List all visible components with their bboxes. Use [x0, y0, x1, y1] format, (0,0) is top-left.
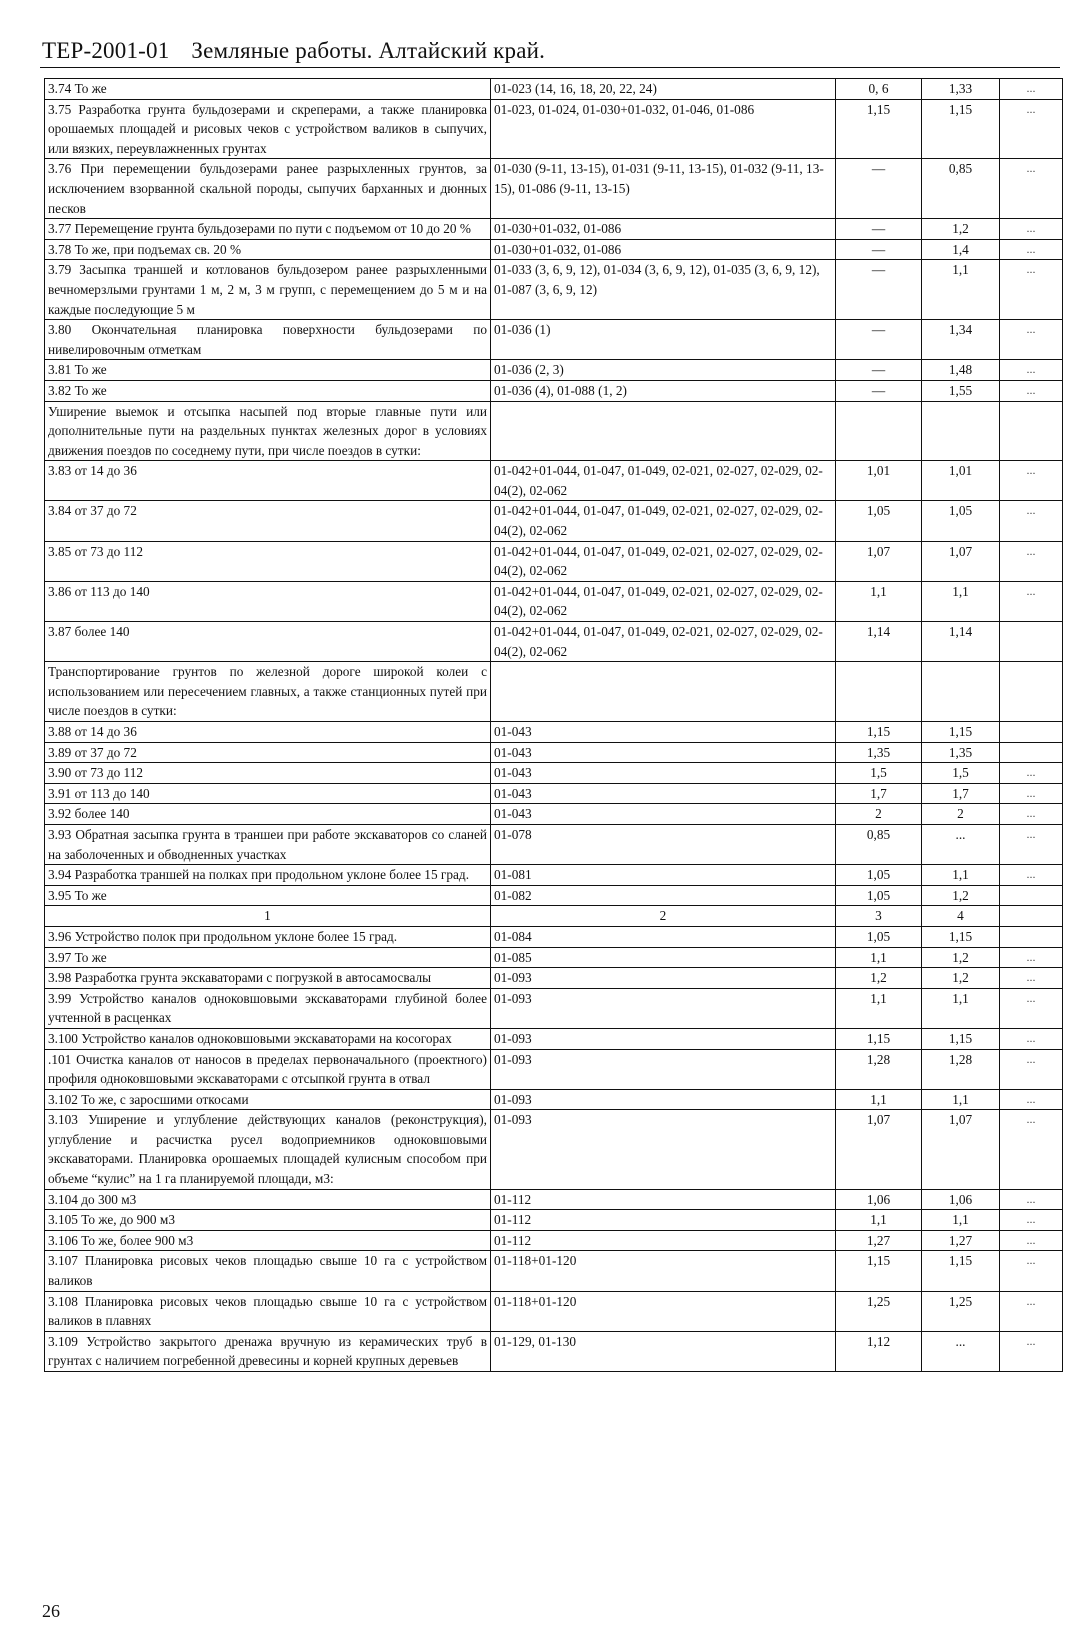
table-row [45, 622, 1063, 662]
row-extra-mark: ... [1000, 1251, 1063, 1291]
row-extra-mark: ... [1000, 360, 1063, 381]
table-row [45, 239, 1063, 260]
row-coefficient-1: 1,12 [836, 1331, 922, 1371]
column-number: 2 [491, 906, 836, 927]
row-coefficient-1: 1,7 [836, 783, 922, 804]
row-extra-mark: ... [1000, 260, 1063, 320]
row-coefficient-2: 1,25 [922, 1291, 1000, 1331]
row-price-codes: 01-093 [491, 1110, 836, 1189]
table-row [45, 79, 1063, 100]
row-price-codes [491, 662, 836, 722]
row-description: 3.76 При перемещении бульдозерами ранее разрыхленных грунтов, за исключением взорванной скальной породы, сыпучих барханных и дюнных песков [45, 159, 491, 219]
row-coefficient-2: 1,48 [922, 360, 1000, 381]
row-coefficient-1: 0,85 [836, 824, 922, 864]
table-row [45, 926, 1063, 947]
table-row [45, 885, 1063, 906]
row-coefficient-2: 1,07 [922, 1110, 1000, 1189]
row-description: 3.108 Планировка рисовых чеков площадью свыше 10 га с устройством валиков в плавнях [45, 1291, 491, 1331]
row-extra-mark: ... [1000, 219, 1063, 240]
row-extra-mark: ... [1000, 1291, 1063, 1331]
row-extra-mark: ... [1000, 947, 1063, 968]
row-price-codes: 01-030+01-032, 01-086 [491, 219, 836, 240]
row-description: Уширение выемок и отсыпка насыпей под вторые главные пути или дополнительные пути на раздельных пунктах железных дорог в условиях движения поездов по соседнему пути, при числе поездов в сутки: [45, 401, 491, 461]
table-row [45, 763, 1063, 784]
row-description: 3.75 Разработка грунта бульдозерами и скреперами, а также планировка орошаемых площадей и рисовых чеков с устройством валиков в сыпучих, или вязких, переувлажненных грунтах [45, 99, 491, 159]
row-description: 3.93 Обратная засыпка грунта в траншеи при работе экскаваторов со сланей на заболоченных и обводненных участках [45, 824, 491, 864]
row-description: 3.107 Планировка рисовых чеков площадью свыше 10 га с устройством валиков [45, 1251, 491, 1291]
row-coefficient-1: 1,15 [836, 1028, 922, 1049]
table-row [45, 783, 1063, 804]
row-extra-mark: ... [1000, 1210, 1063, 1231]
row-coefficient-2: 1,2 [922, 219, 1000, 240]
row-description: 3.94 Разработка траншей на полках при продольном уклоне более 15 град. [45, 865, 491, 886]
column-number: 4 [922, 906, 1000, 927]
row-price-codes: 01-042+01-044, 01-047, 01-049, 02-021, 02-027, 02-029, 02-04(2), 02-062 [491, 622, 836, 662]
row-coefficient-2: 1,28 [922, 1049, 1000, 1089]
row-extra-mark: ... [1000, 1028, 1063, 1049]
row-description: 3.88 от 14 до 36 [45, 722, 491, 743]
table-row [45, 99, 1063, 159]
row-price-codes: 01-093 [491, 1049, 836, 1089]
row-extra-mark: ... [1000, 1049, 1063, 1089]
row-coefficient-2: 1,1 [922, 865, 1000, 886]
row-coefficient-1: 1,1 [836, 947, 922, 968]
row-coefficient-2: 1,15 [922, 1251, 1000, 1291]
row-coefficient-1: 1,28 [836, 1049, 922, 1089]
column-number: 1 [45, 906, 491, 927]
row-coefficient-2: 1,1 [922, 581, 1000, 621]
row-extra-mark [1000, 401, 1063, 461]
row-coefficient-1: 1,07 [836, 541, 922, 581]
row-price-codes [491, 401, 836, 461]
row-coefficient-2: 1,5 [922, 763, 1000, 784]
row-coefficient-1: 1,15 [836, 722, 922, 743]
row-coefficient-2: 1,06 [922, 1189, 1000, 1210]
row-price-codes: 01-112 [491, 1210, 836, 1231]
row-price-codes: 01-036 (1) [491, 320, 836, 360]
row-extra-mark: ... [1000, 320, 1063, 360]
row-description: 3.82 То же [45, 380, 491, 401]
row-coefficient-1: — [836, 159, 922, 219]
row-extra-mark: ... [1000, 461, 1063, 501]
row-coefficient-1: 1,07 [836, 1110, 922, 1189]
table-row [45, 260, 1063, 320]
table-row [45, 865, 1063, 886]
row-price-codes: 01-043 [491, 783, 836, 804]
row-coefficient-2: 0,85 [922, 159, 1000, 219]
column-number-empty [1000, 906, 1063, 927]
column-number: 3 [836, 906, 922, 927]
row-price-codes: 01-093 [491, 968, 836, 989]
row-coefficient-2: 1,1 [922, 988, 1000, 1028]
row-extra-mark: ... [1000, 239, 1063, 260]
row-coefficient-1: 1,1 [836, 1089, 922, 1110]
row-description: 3.109 Устройство закрытого дренажа вручную из керамических труб в грунтах с наличием погребенной древесины и корней крупных деревьев [45, 1331, 491, 1371]
row-price-codes: 01-085 [491, 947, 836, 968]
row-description: 3.84 от 37 до 72 [45, 501, 491, 541]
table-row [45, 1089, 1063, 1110]
row-description: 3.89 от 37 до 72 [45, 742, 491, 763]
row-extra-mark [1000, 885, 1063, 906]
row-price-codes: 01-043 [491, 722, 836, 743]
row-price-codes: 01-118+01-120 [491, 1291, 836, 1331]
row-coefficient-2: ... [922, 824, 1000, 864]
row-coefficient-2: 1,33 [922, 79, 1000, 100]
table-row [45, 1049, 1063, 1089]
row-price-codes: 01-084 [491, 926, 836, 947]
row-description: 3.83 от 14 до 36 [45, 461, 491, 501]
row-coefficient-1: 1,15 [836, 99, 922, 159]
row-extra-mark [1000, 742, 1063, 763]
row-description: 3.81 То же [45, 360, 491, 381]
row-coefficient-1: 1,25 [836, 1291, 922, 1331]
table-row [45, 1291, 1063, 1331]
row-coefficient-2: ... [922, 1331, 1000, 1371]
row-description: 3.78 То же, при подъемах св. 20 % [45, 239, 491, 260]
table-row [45, 824, 1063, 864]
table-row [45, 968, 1063, 989]
row-description: 3.96 Устройство полок при продольном уклоне более 15 град. [45, 926, 491, 947]
header-rule [40, 67, 1060, 68]
row-coefficient-2: 1,4 [922, 239, 1000, 260]
row-coefficient-2: 1,15 [922, 99, 1000, 159]
row-coefficient-2: 1,2 [922, 947, 1000, 968]
row-extra-mark: ... [1000, 1110, 1063, 1189]
row-coefficient-2: 1,2 [922, 885, 1000, 906]
row-description: 3.97 То же [45, 947, 491, 968]
row-coefficient-2: 1,1 [922, 1089, 1000, 1110]
row-price-codes: 01-093 [491, 1089, 836, 1110]
row-price-codes: 01-030+01-032, 01-086 [491, 239, 836, 260]
row-coefficient-1: 1,06 [836, 1189, 922, 1210]
row-price-codes: 01-030 (9-11, 13-15), 01-031 (9-11, 13-15), 01-032 (9-11, 13-15), 01-086 (9-11, 13-15) [491, 159, 836, 219]
row-coefficient-2: 1,05 [922, 501, 1000, 541]
row-description: .101 Очистка каналов от наносов в пределах первоначального (проектного) профиля одноковшовыми экскаваторами с отсыпкой грунта в отвал [45, 1049, 491, 1089]
row-extra-mark: ... [1000, 99, 1063, 159]
row-price-codes: 01-118+01-120 [491, 1251, 836, 1291]
row-description: 3.106 То же, более 900 м3 [45, 1230, 491, 1251]
row-description: 3.100 Устройство каналов одноковшовыми экскаваторами на косогорах [45, 1028, 491, 1049]
row-coefficient-2 [922, 401, 1000, 461]
row-description: 3.91 от 113 до 140 [45, 783, 491, 804]
row-coefficient-1: 1,05 [836, 926, 922, 947]
coefficients-table [44, 78, 1063, 1372]
row-description: 3.103 Уширение и углубление действующих каналов (реконструкция), углубление и расчистка русел водоприемников одноковшовыми экскаваторами. Планировка орошаемых площадей кулисным способом при объеме “кулис” на 1 га планируемой площади, м3: [45, 1110, 491, 1189]
row-coefficient-1: 1,1 [836, 988, 922, 1028]
row-coefficient-2: 1,1 [922, 1210, 1000, 1231]
document-title: Земляные работы. Алтайский край. [191, 38, 546, 63]
table-row [45, 1028, 1063, 1049]
table-row [45, 541, 1063, 581]
row-coefficient-1: 1,01 [836, 461, 922, 501]
row-price-codes: 01-078 [491, 824, 836, 864]
row-coefficient-2: 1,2 [922, 968, 1000, 989]
row-description: Транспортирование грунтов по железной дороге широкой колеи с использованием или пересечением главных, а также станционных путей при числе поездов в сутки: [45, 662, 491, 722]
row-price-codes: 01-093 [491, 1028, 836, 1049]
table-row [45, 988, 1063, 1028]
table-row [45, 501, 1063, 541]
table-row [45, 401, 1063, 461]
table-row [45, 804, 1063, 825]
row-extra-mark [1000, 926, 1063, 947]
row-price-codes: 01-081 [491, 865, 836, 886]
row-coefficient-2: 1,35 [922, 742, 1000, 763]
row-coefficient-2: 1,07 [922, 541, 1000, 581]
row-coefficient-2: 1,15 [922, 722, 1000, 743]
table-row [45, 320, 1063, 360]
row-price-codes: 01-043 [491, 804, 836, 825]
row-coefficient-2: 1,15 [922, 1028, 1000, 1049]
row-coefficient-1: — [836, 219, 922, 240]
document-code: ТЕР-2001-01 [42, 38, 170, 63]
row-extra-mark [1000, 662, 1063, 722]
row-coefficient-2: 1,55 [922, 380, 1000, 401]
row-coefficient-2: 1,7 [922, 783, 1000, 804]
row-coefficient-1 [836, 662, 922, 722]
row-extra-mark: ... [1000, 763, 1063, 784]
row-price-codes: 01-093 [491, 988, 836, 1028]
table-row [45, 159, 1063, 219]
table-row [45, 1189, 1063, 1210]
row-coefficient-2: 1,1 [922, 260, 1000, 320]
row-coefficient-1: — [836, 320, 922, 360]
row-coefficient-1: — [836, 360, 922, 381]
row-description: 3.74 То же [45, 79, 491, 100]
row-price-codes: 01-042+01-044, 01-047, 01-049, 02-021, 02-027, 02-029, 02-04(2), 02-062 [491, 501, 836, 541]
table-row [45, 1110, 1063, 1189]
row-description: 3.98 Разработка грунта экскаваторами с погрузкой в автосамосвалы [45, 968, 491, 989]
row-extra-mark: ... [1000, 804, 1063, 825]
row-coefficient-1: 1,05 [836, 865, 922, 886]
row-description: 3.99 Устройство каналов одноковшовыми экскаваторами глубиной более учтенной в расценках [45, 988, 491, 1028]
row-coefficient-1: 1,15 [836, 1251, 922, 1291]
row-extra-mark: ... [1000, 968, 1063, 989]
row-coefficient-1: 1,27 [836, 1230, 922, 1251]
table-row [45, 947, 1063, 968]
row-extra-mark: ... [1000, 501, 1063, 541]
row-coefficient-1: 1,35 [836, 742, 922, 763]
row-coefficient-1: 1,1 [836, 581, 922, 621]
row-price-codes: 01-042+01-044, 01-047, 01-049, 02-021, 02-027, 02-029, 02-04(2), 02-062 [491, 461, 836, 501]
table-row [45, 662, 1063, 722]
row-description: 3.104 до 300 м3 [45, 1189, 491, 1210]
row-extra-mark: ... [1000, 1189, 1063, 1210]
row-price-codes: 01-042+01-044, 01-047, 01-049, 02-021, 02-027, 02-029, 02-04(2), 02-062 [491, 581, 836, 621]
row-extra-mark [1000, 722, 1063, 743]
row-extra-mark [1000, 622, 1063, 662]
row-description: 3.105 То же, до 900 м3 [45, 1210, 491, 1231]
table-row [45, 1331, 1063, 1371]
row-coefficient-1: 1,14 [836, 622, 922, 662]
row-extra-mark: ... [1000, 541, 1063, 581]
row-extra-mark: ... [1000, 988, 1063, 1028]
row-price-codes: 01-112 [491, 1189, 836, 1210]
row-coefficient-2: 2 [922, 804, 1000, 825]
row-coefficient-2 [922, 662, 1000, 722]
row-coefficient-2: 1,27 [922, 1230, 1000, 1251]
table-row [45, 461, 1063, 501]
page-header [42, 38, 545, 64]
row-coefficient-2: 1,14 [922, 622, 1000, 662]
row-extra-mark: ... [1000, 783, 1063, 804]
row-description: 3.79 Засыпка траншей и котлованов бульдозером ранее разрыхленными вечномерзлыми грунтами 1 м, 2 м, 3 м групп, с перемещением до 5 м и на каждые последующие 5 м [45, 260, 491, 320]
table-row [45, 722, 1063, 743]
row-coefficient-1: 1,2 [836, 968, 922, 989]
row-price-codes: 01-036 (4), 01-088 (1, 2) [491, 380, 836, 401]
row-coefficient-1: 1,5 [836, 763, 922, 784]
table-row [45, 360, 1063, 381]
row-extra-mark: ... [1000, 824, 1063, 864]
row-coefficient-1: 1,05 [836, 501, 922, 541]
row-coefficient-2: 1,01 [922, 461, 1000, 501]
row-description: 3.92 более 140 [45, 804, 491, 825]
row-description: 3.86 от 113 до 140 [45, 581, 491, 621]
row-coefficient-1: — [836, 239, 922, 260]
row-description: 3.80 Окончательная планировка поверхности бульдозерами по нивелировочным отметкам [45, 320, 491, 360]
row-price-codes: 01-042+01-044, 01-047, 01-049, 02-021, 02-027, 02-029, 02-04(2), 02-062 [491, 541, 836, 581]
row-coefficient-1: — [836, 260, 922, 320]
row-coefficient-1: 2 [836, 804, 922, 825]
row-extra-mark: ... [1000, 1331, 1063, 1371]
row-price-codes: 01-082 [491, 885, 836, 906]
row-price-codes: 01-023 (14, 16, 18, 20, 22, 24) [491, 79, 836, 100]
row-price-codes: 01-129, 01-130 [491, 1331, 836, 1371]
table-row [45, 1230, 1063, 1251]
row-coefficient-2: 1,15 [922, 926, 1000, 947]
row-extra-mark: ... [1000, 581, 1063, 621]
row-coefficient-1: 1,1 [836, 1210, 922, 1231]
row-extra-mark: ... [1000, 1230, 1063, 1251]
row-price-codes: 01-043 [491, 742, 836, 763]
row-description: 3.77 Перемещение грунта бульдозерами по пути с подъемом от 10 до 20 % [45, 219, 491, 240]
row-coefficient-1: 1,05 [836, 885, 922, 906]
row-description: 3.85 от 73 до 112 [45, 541, 491, 581]
row-price-codes: 01-023, 01-024, 01-030+01-032, 01-046, 01-086 [491, 99, 836, 159]
row-price-codes: 01-043 [491, 763, 836, 784]
row-extra-mark: ... [1000, 1089, 1063, 1110]
row-price-codes: 01-033 (3, 6, 9, 12), 01-034 (3, 6, 9, 12), 01-035 (3, 6, 9, 12), 01-087 (3, 6, 9, 12) [491, 260, 836, 320]
row-description: 3.102 То же, с заросшими откосами [45, 1089, 491, 1110]
table-row [45, 1210, 1063, 1231]
table-row [45, 380, 1063, 401]
table-row [45, 219, 1063, 240]
row-coefficient-1: 0, 6 [836, 79, 922, 100]
row-extra-mark: ... [1000, 159, 1063, 219]
row-extra-mark: ... [1000, 380, 1063, 401]
row-extra-mark: ... [1000, 79, 1063, 100]
column-number-row [45, 906, 1063, 927]
row-description: 3.90 от 73 до 112 [45, 763, 491, 784]
row-description: 3.87 более 140 [45, 622, 491, 662]
row-description: 3.95 То же [45, 885, 491, 906]
page-number: 26 [42, 1601, 60, 1621]
table-row [45, 742, 1063, 763]
row-price-codes: 01-112 [491, 1230, 836, 1251]
row-coefficient-1 [836, 401, 922, 461]
row-price-codes: 01-036 (2, 3) [491, 360, 836, 381]
row-coefficient-2: 1,34 [922, 320, 1000, 360]
table-row [45, 581, 1063, 621]
table-row [45, 1251, 1063, 1291]
row-coefficient-1: — [836, 380, 922, 401]
row-extra-mark: ... [1000, 865, 1063, 886]
